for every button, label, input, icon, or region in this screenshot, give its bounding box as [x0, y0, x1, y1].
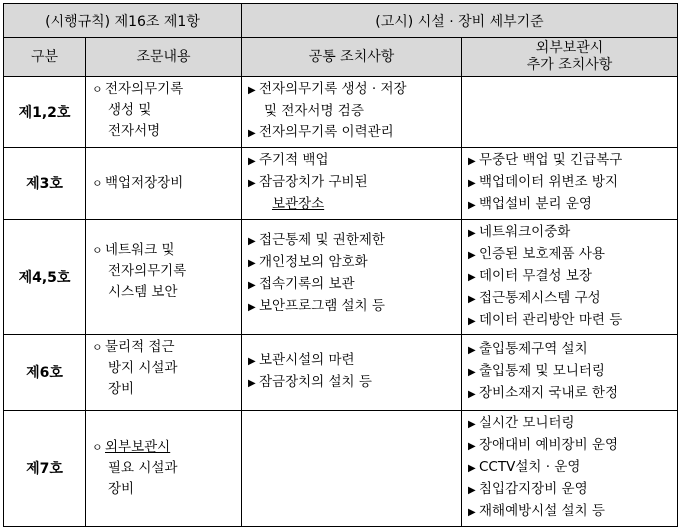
list-item: ▶ 접근통제시스템 구성: [468, 288, 671, 310]
external-cell: [462, 335, 678, 410]
table-row: [4, 77, 678, 147]
external-cell: [462, 147, 678, 219]
list-item: ㅇ 전자의무기록: [92, 79, 235, 100]
arrow-bullet-icon: ▶: [468, 367, 476, 379]
common-cell: [242, 77, 462, 147]
list-item: ▶ 장애대비 예비장비 운영: [468, 435, 671, 457]
list-item: ▶ 무중단 백업 및 긴급복구: [468, 150, 671, 172]
list-item: ▶ 접속기록의 보관: [248, 274, 455, 296]
arrow-bullet-icon: ▶: [468, 440, 476, 452]
list-item: 장비: [108, 381, 135, 398]
header-left-title: (시행규칙) 제16조 제1항: [4, 4, 242, 38]
clause-cell: [86, 410, 242, 526]
list-item: ▶ 출입통제 및 모니터링: [468, 361, 671, 383]
list-item: ▶ 데이터 관리방안 마련 등: [468, 310, 671, 332]
list-item: ▶ 출입통제구역 설치: [468, 339, 671, 361]
list-item: ▶ 주기적 백업: [248, 150, 455, 172]
regulation-table: [3, 3, 678, 527]
clause-cell: [86, 335, 242, 410]
row-label: 제3호: [4, 147, 86, 219]
col-header-external: [462, 38, 678, 77]
list-item: 전자서명: [108, 123, 161, 140]
list-item: ▶ 접근통제 및 권한제한: [248, 230, 455, 252]
list-item: 생성 및: [108, 102, 152, 119]
arrow-bullet-icon: ▶: [468, 484, 476, 496]
col-header-common: 공통 조치사항: [242, 38, 462, 77]
list-item: ▶ 잠금장치의 설치 등: [248, 372, 455, 394]
list-item: ▶ 보관시설의 마련: [248, 350, 455, 372]
arrow-bullet-icon: ▶: [468, 249, 476, 261]
list-item: ▶ 백업설비 분리 운영: [468, 194, 671, 216]
arrow-bullet-icon: ▶: [468, 389, 476, 401]
list-item: 보관장소: [272, 195, 325, 212]
list-item: ▶ 침입감지장비 운영: [468, 479, 671, 501]
external-cell: [462, 219, 678, 334]
col-header-category: 구분: [4, 38, 86, 77]
list-item: ▶ CCTV설치 · 운영: [468, 457, 671, 479]
arrow-bullet-icon: ▶: [248, 257, 256, 269]
list-item: 전자의무기록: [108, 262, 187, 279]
arrow-bullet-icon: ▶: [468, 155, 476, 167]
arrow-bullet-icon: ▶: [248, 85, 256, 97]
arrow-bullet-icon: ▶: [248, 177, 256, 189]
arrow-bullet-icon: ▶: [468, 345, 476, 357]
clause-cell: [86, 219, 242, 334]
list-item: ▶ 보안프로그램 설치 등: [248, 296, 455, 318]
circle-bullet-icon: ㅇ: [92, 243, 103, 257]
col-header-clause: 조문내용: [86, 38, 242, 77]
arrow-bullet-icon: ▶: [468, 199, 476, 211]
circle-bullet-icon: ㅇ: [92, 176, 103, 190]
arrow-bullet-icon: ▶: [468, 506, 476, 518]
arrow-bullet-icon: ▶: [468, 462, 476, 474]
list-item: ㅇ 외부보관시: [92, 437, 235, 458]
col-header-external-line1: 외부보관시: [535, 40, 604, 57]
list-item: 장비: [108, 480, 135, 497]
list-item: ▶ 전자의무기록 이력관리: [248, 122, 455, 144]
clause-cell: [86, 77, 242, 147]
arrow-bullet-icon: ▶: [248, 128, 256, 140]
row-label: 제1,2호: [4, 77, 86, 147]
arrow-bullet-icon: ▶: [248, 235, 256, 247]
list-item: ▶ 전자의무기록 생성 · 저장: [248, 79, 455, 101]
list-item: 방지 시설과: [108, 360, 178, 377]
table-row: [4, 219, 678, 334]
list-item: ▶ 개인정보의 암호화: [248, 252, 455, 274]
arrow-bullet-icon: ▶: [468, 315, 476, 327]
list-item: ▶ 네트워크이중화: [468, 222, 671, 244]
list-item: ㅇ 백업저장장비: [92, 173, 235, 194]
list-item: ㅇ 네트워크 및: [92, 240, 235, 261]
list-item: ▶ 실시간 모니터링: [468, 413, 671, 435]
col-header-external-line2: 추가 조치사항: [526, 57, 613, 74]
external-cell: [462, 410, 678, 526]
list-item: 및 전자서명 검증: [264, 103, 364, 120]
list-item: ▶ 인증된 보호제품 사용: [468, 244, 671, 266]
table-row: [4, 410, 678, 526]
arrow-bullet-icon: ▶: [468, 271, 476, 283]
arrow-bullet-icon: ▶: [468, 418, 476, 430]
row-label: 제6호: [4, 335, 86, 410]
common-cell: [242, 147, 462, 219]
circle-bullet-icon: ㅇ: [92, 440, 103, 454]
list-item: 시스템 보안: [108, 283, 178, 300]
arrow-bullet-icon: ▶: [468, 227, 476, 239]
row-label: 제4,5호: [4, 219, 86, 334]
arrow-bullet-icon: ▶: [248, 356, 256, 368]
arrow-bullet-icon: ▶: [468, 293, 476, 305]
common-cell: [242, 219, 462, 334]
circle-bullet-icon: ㅇ: [92, 83, 103, 97]
table-row: [4, 335, 678, 410]
list-item: ▶ 장비소재지 국내로 한정: [468, 383, 671, 405]
list-item: 필요 시설과: [108, 459, 178, 476]
header-right-title: (고시) 시설 · 장비 세부기준: [242, 4, 678, 38]
row-label: 제7호: [4, 410, 86, 526]
table-row: [4, 147, 678, 219]
external-cell: [462, 77, 678, 147]
arrow-bullet-icon: ▶: [248, 155, 256, 167]
arrow-bullet-icon: ▶: [248, 279, 256, 291]
clause-cell: [86, 147, 242, 219]
list-item: ▶ 잠금장치가 구비된: [248, 172, 455, 194]
header-row-titles: [4, 4, 678, 38]
list-item: ㅇ 물리적 접근: [92, 337, 235, 358]
common-cell: [242, 335, 462, 410]
header-row-columns: [4, 38, 678, 77]
list-item: ▶ 백업데이터 위변조 방지: [468, 172, 671, 194]
arrow-bullet-icon: ▶: [468, 177, 476, 189]
circle-bullet-icon: ㅇ: [92, 341, 103, 355]
list-item: ▶ 재해예방시설 설치 등: [468, 501, 671, 523]
arrow-bullet-icon: ▶: [248, 378, 256, 390]
common-cell: [242, 410, 462, 526]
arrow-bullet-icon: ▶: [248, 301, 256, 313]
list-item: ▶ 데이터 무결성 보장: [468, 266, 671, 288]
